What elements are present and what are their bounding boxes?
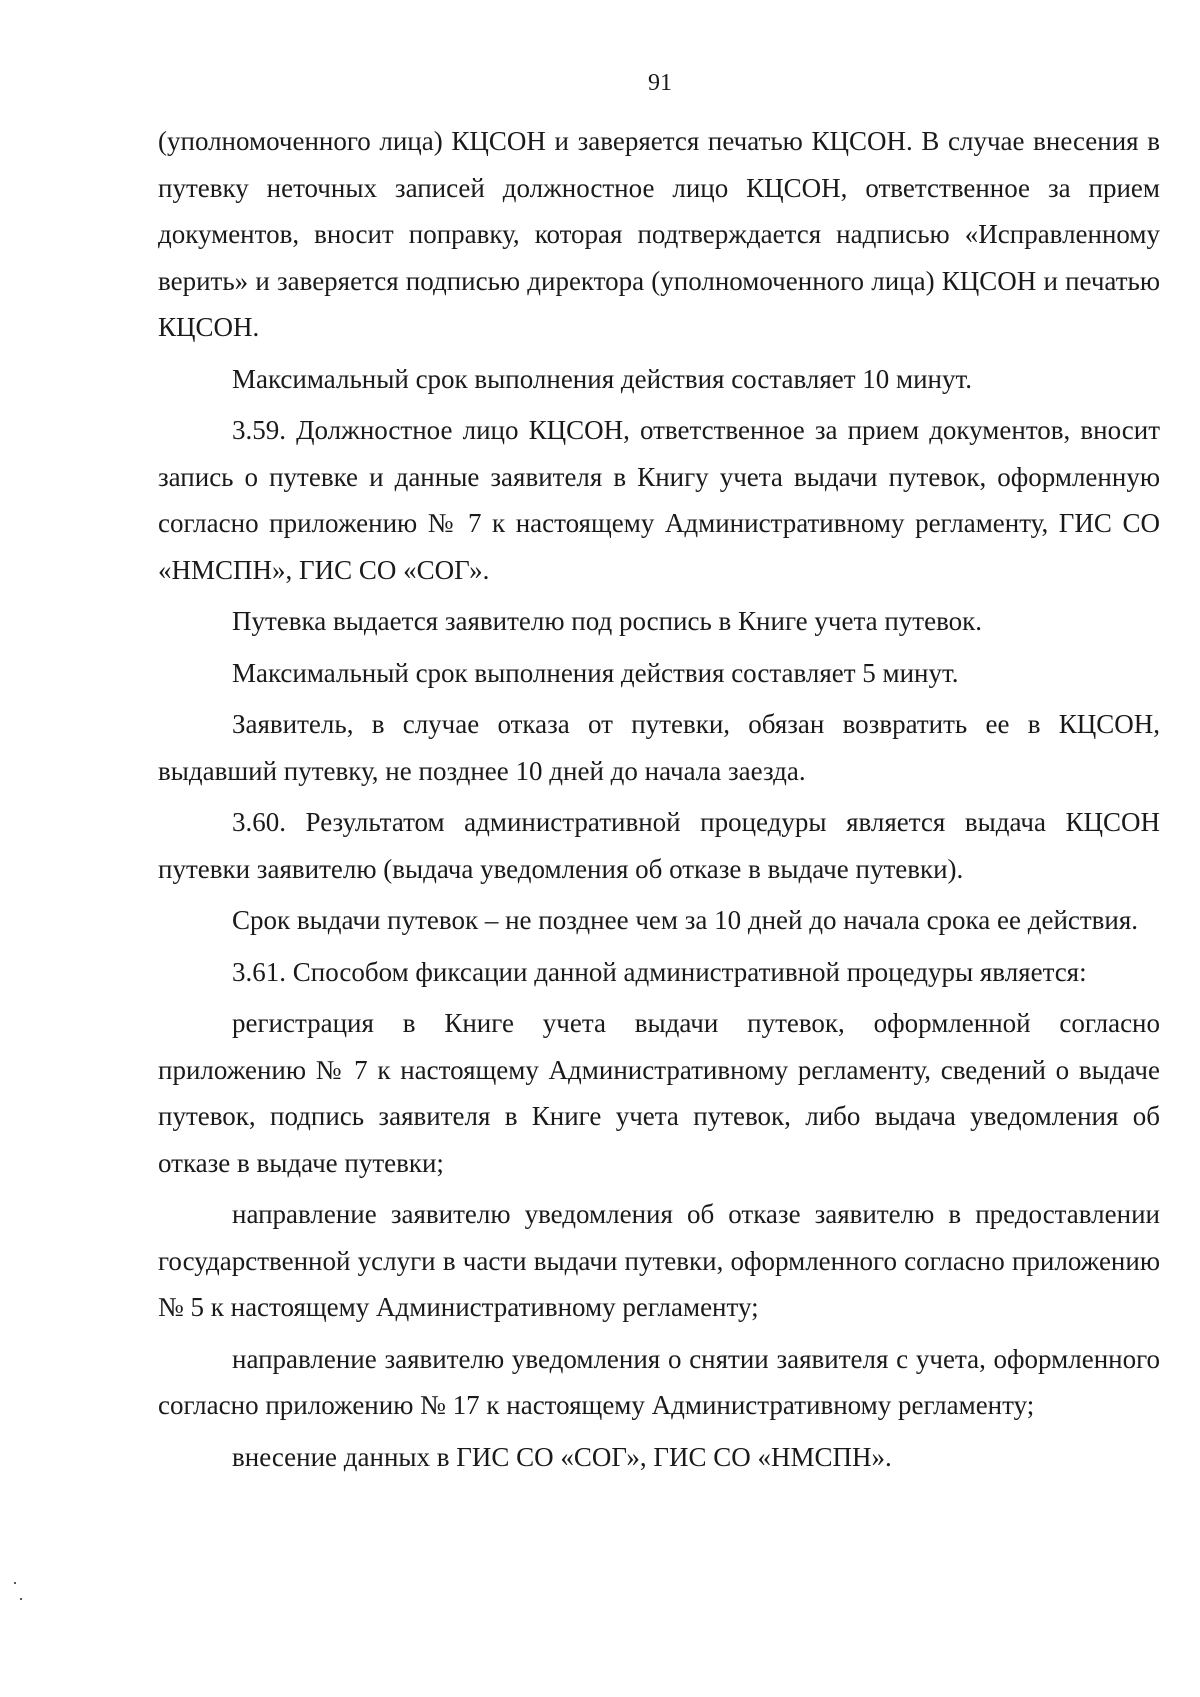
paragraph-registration: регистрация в Книге учета выдачи путевок, оформленной согласно приложению № 7 к настоящему Административному регламенту, сведений о выдаче путевок, подпись заявителя в Книге учета путевок, либо выдача уведомления об отказе в выдаче путевки; <box>158 1008 1160 1178</box>
paragraph-issue-deadline: Срок выдачи путевок – не позднее чем за 10 дней до начала срока ее действия. <box>232 905 1139 935</box>
paragraph-refusal-notice: направление заявителю уведомления об отказе заявителю в предоставлении государственной услуги в части выдачи путевки, оформленного согласно приложению № 5 к настоящему Административному регламенту; <box>158 1199 1160 1322</box>
paragraph-3-61: 3.61. Способом фиксации данной административной процедуры является: <box>232 956 1087 987</box>
paragraph-voucher-issue: Путевка выдается заявителю под роспись в Книге учета путевок. <box>232 606 983 636</box>
paragraph-3-60: 3.60. Результатом административной процедуры является выдача КЦСОН путевки заявителю (выдача уведомления об отказе в выдаче путевки). <box>158 807 1160 884</box>
document-body <box>158 118 1160 1480</box>
paragraph-refusal-return: Заявитель, в случае отказа от путевки, обязан возвратить ее в КЦСОН, выдавший путевку, не позднее 10 дней до начала заезда. <box>158 709 1160 786</box>
paragraph-3-59: 3.59. Должностное лицо КЦСОН, ответственное за прием документов, вносит запись о путевке и данные заявителя в Книгу учета выдачи путевок, оформленную согласно приложению № 7 к настоящему Административному регламенту, ГИС СО «НМСПН», ГИС СО «СОГ». <box>158 415 1160 585</box>
paragraph-max-time-10: Максимальный срок выполнения действия составляет 10 минут. <box>232 363 973 394</box>
page-number: 91 <box>648 70 672 96</box>
scan-speck <box>14 1582 16 1584</box>
paragraph-data-entry: внесение данных в ГИС СО «СОГ», ГИС СО «НМСПН». <box>232 1441 892 1472</box>
scan-speck <box>20 1598 22 1600</box>
paragraph-deregistration-notice: направление заявителю уведомления о снятии заявителя с учета, оформленного согласно приложению № 17 к настоящему Административному регламенту; <box>158 1343 1160 1420</box>
paragraph-max-time-5: Максимальный срок выполнения действия составляет 5 минут. <box>232 657 959 688</box>
paragraph-continuation: (уполномоченного лица) КЦСОН и заверяется печатью КЦСОН. В случае внесения в путевку неточных записей должностное лицо КЦСОН, ответственное за прием документов, вносит поправку, которая подтверждается надписью «Исправленному верить» и заверяется подписью директора (уполномоченного лица) КЦСОН и печатью КЦСОН. <box>158 126 1160 342</box>
